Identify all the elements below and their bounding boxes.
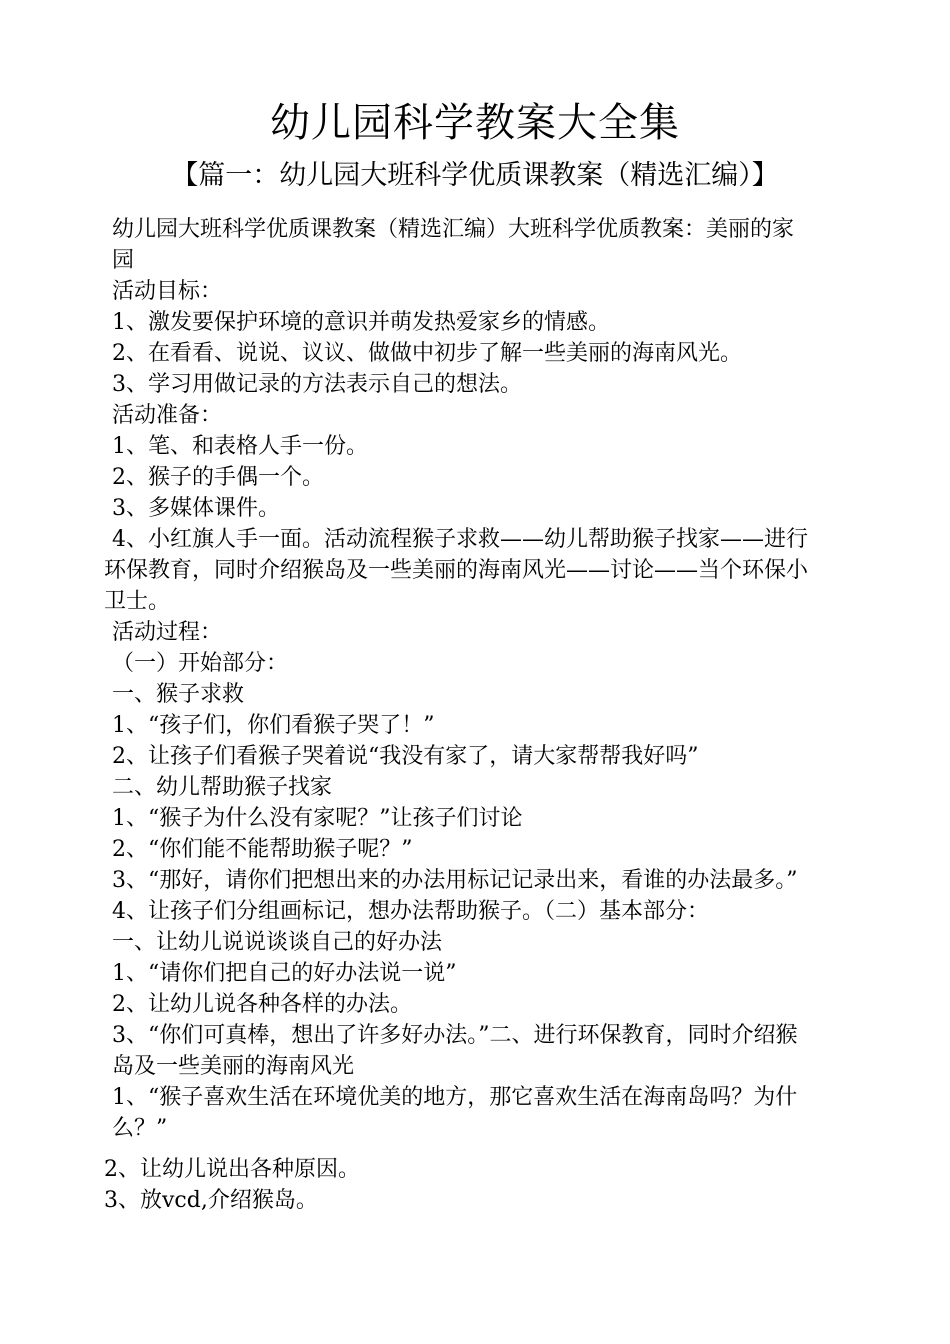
list-item: 2、猴子的手偶一个。 [112,465,324,490]
subsection-heading: 一、猴子求救 [112,682,245,707]
list-item: 1、笔、和表格人手一份。 [112,434,368,459]
section-heading: 活动过程： [112,620,223,645]
list-item: 1、“孩子们，你们看猴子哭了！” [112,713,435,738]
section-heading: （一）开始部分： [112,651,289,676]
list-item: 3、学习用做记录的方法表示自己的想法。 [112,372,522,397]
list-item: 2、“你们能不能帮助猴子呢？” [112,837,413,862]
subsection-heading: 一、让幼儿说说谈谈自己的好办法 [112,930,443,955]
document-title: 幼儿园科学教案大全集 [270,100,680,146]
document-subtitle: 【篇一：幼儿园大班科学优质课教案（精选汇编）】 [171,160,779,191]
paragraph-line: 幼儿园大班科学优质课教案（精选汇编）大班科学优质教案：美丽的家 [112,217,795,242]
list-item: 3、放vcd,介绍猴岛。 [104,1188,318,1213]
list-item: 1、“猴子喜欢生活在环境优美的地方，那它喜欢生活在海南岛吗？为什 [112,1085,798,1110]
list-item: 3、“那好，请你们把想出来的办法用标记记录出来，看谁的办法最多。” [112,868,798,893]
list-item: 4、小红旗人手一面。活动流程猴子求救——幼儿帮助猴子找家——进行 [112,527,808,552]
paragraph-line: 园 [112,248,135,273]
list-item: 2、让幼儿说各种各样的办法。 [112,992,412,1017]
section-heading: 活动目标： [112,279,223,304]
subsection-heading: 二、幼儿帮助猴子找家 [112,775,333,800]
document-body [104,214,854,1216]
paragraph-line: 卫士。 [104,589,171,614]
list-item: 2、让孩子们看猴子哭着说“我没有家了，请大家帮帮我好吗” [112,744,699,769]
paragraph-line: 环保教育，同时介绍猴岛及一些美丽的海南风光——讨论——当个环保小 [104,558,809,583]
paragraph-line: 么？” [112,1116,168,1141]
paragraph-line: 岛及一些美丽的海南风光 [112,1054,355,1079]
section-heading: 活动准备： [112,403,223,428]
list-item: 3、“你们可真棒，想出了许多好办法。”二、进行环保教育，同时介绍猴 [112,1023,798,1048]
list-item: 4、让孩子们分组画标记，想办法帮助猴子。（二）基本部分： [112,899,709,924]
list-item: 1、“猴子为什么没有家呢？”让孩子们讨论 [112,806,523,831]
list-item: 1、“请你们把自己的好办法说一说” [112,961,457,986]
list-item: 3、多媒体课件。 [112,496,280,521]
list-item: 2、让幼儿说出各种原因。 [104,1157,360,1182]
list-item: 2、在看看、说说、议议、做做中初步了解一些美丽的海南风光。 [112,341,742,366]
list-item: 1、激发要保护环境的意识并萌发热爱家乡的情感。 [112,310,610,335]
